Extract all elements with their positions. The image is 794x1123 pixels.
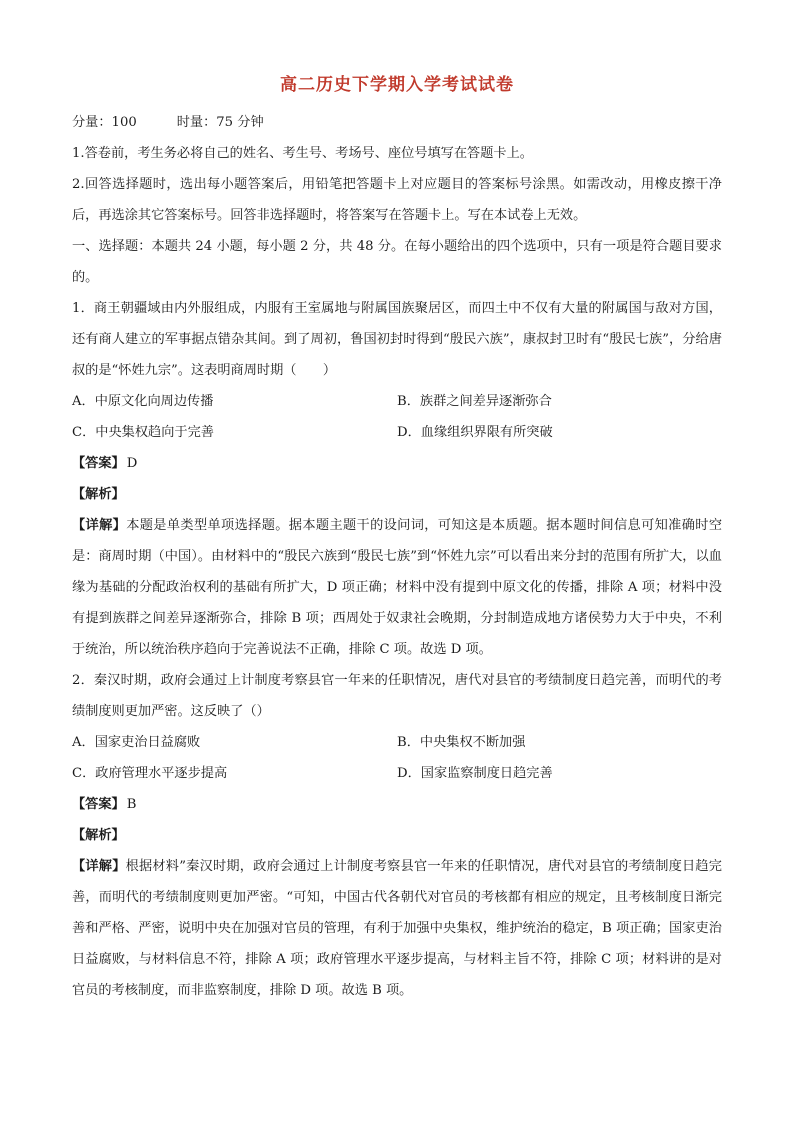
analysis-tag: 【解析】 — [72, 828, 125, 843]
answer-value: D — [126, 456, 138, 471]
analysis-line — [72, 479, 722, 510]
score-label: 分量：100 — [72, 115, 137, 130]
detail-tag: 【详解】 — [72, 518, 127, 533]
analysis-tag: 【解析】 — [72, 487, 125, 502]
time-label: 时量：75 分钟 — [176, 115, 264, 130]
instruction-2: 2.回答选择题时，选出每小题答案后，用铅笔把答题卡上对应题目的答案标号涂黑。如需改动，用橡皮擦干净后，再选涂其它答案标号。回答非选择题时，将答案写在答题卡上。写在本试卷上无效。 — [72, 177, 722, 223]
page-title: 高二历史下学期入学考试试卷 — [280, 75, 514, 95]
question-stem: 2．秦汉时期，政府会通过上计制度考察县官一年来的任职情况，唐代对县官的考绩制度日趋完善，而明代的考绩制度则更加严密。这反映了（） — [72, 673, 722, 719]
option-d: D．血缘组织界限有所突破 — [397, 425, 553, 440]
option-a: A．中原文化向周边传播 — [72, 394, 214, 409]
detail-paragraph — [72, 510, 722, 665]
option-d: D．国家监察制度日趋完善 — [397, 766, 553, 781]
detail-tag: 【详解】 — [72, 859, 126, 874]
exam-meta — [72, 107, 722, 138]
option-c: C．政府管理水平逐步提高 — [72, 766, 228, 781]
exam-page — [72, 70, 722, 1006]
question-stem: 1．商王朝疆域由内外服组成，内服有王室属地与附属国族聚居区，而四土中不仅有大量的附属国与敌对方国，还有商人建立的军事据点错杂其间。到了周初，鲁国初封时得到“殷民六族”，康叔封卫时有“殷民七族”，分给唐叔的是“怀姓九宗”。这表明商周时期（ ） — [72, 301, 722, 378]
answer-line — [72, 789, 722, 820]
answer-value: B — [126, 797, 137, 812]
instruction-1: 1.答卷前，考生务必将自己的姓名、考生号、考场号、座位号填写在答题卡上。 — [72, 146, 533, 161]
option-c: C．中央集权趋向于完善 — [72, 425, 214, 440]
question-1 — [72, 293, 722, 665]
section-heading: 一、选择题：本题共 24 小题，每小题 2 分，共 48 分。在每小题给出的四个选项中，只有一项是符合题目要求的。 — [72, 239, 722, 285]
detail-text: 本题是单类型单项选择题。据本题主题干的设问词，可知这是本质题。据本题时间信息可知准确时空是：商周时期（中国）。由材料中的“殷民六族到“殷民七族”到“怀姓九宗”可以看出来分封的范围有所扩大，以血缘为基础的分配政治权利的基础有所扩大，D 项正确；材料中没有提到中原文化的传播，排除 A 项；材料中没有提到族群之间差异逐渐弥合，排除 B 项；西周处于奴隶社会晚期，分封制造成地方诸侯势力大于中央，不利于统治，所以统治秩序趋向于完善说法不正确，排除 C 项。故选 D 项。 — [72, 518, 723, 657]
question-2 — [72, 665, 722, 1006]
option-b: B．族群之间差异逐渐弥合 — [397, 394, 552, 409]
analysis-line — [72, 820, 722, 851]
question-options — [72, 386, 722, 448]
question-options — [72, 727, 722, 789]
option-b: B．中央集权不断加强 — [397, 735, 526, 750]
answer-tag: 【答案】 — [72, 797, 125, 812]
answer-line — [72, 448, 722, 479]
detail-text: 根据材料”秦汉时期，政府会通过上计制度考察县官一年来的任职情况，唐代对县官的考绩制度日趋完善，而明代的考绩制度则更加严密。“可知，中国古代各朝代对官员的考核都有相应的规定，且考核制度日渐完善和严格、严密，说明中央在加强对官员的管理，有利于加强中央集权，维护统治的稳定，B 项正确；国家吏治日益腐败，与材料信息不符，排除 A 项；政府管理水平逐步提高，与材料主旨不符，排除 C 项；材料讲的是对官员的考核制度，而非监察制度，排除 D 项。故选 B 项。 — [72, 859, 722, 998]
detail-paragraph — [72, 851, 722, 1006]
answer-tag: 【答案】 — [72, 456, 125, 471]
option-a: A．国家吏治日益腐败 — [72, 735, 201, 750]
